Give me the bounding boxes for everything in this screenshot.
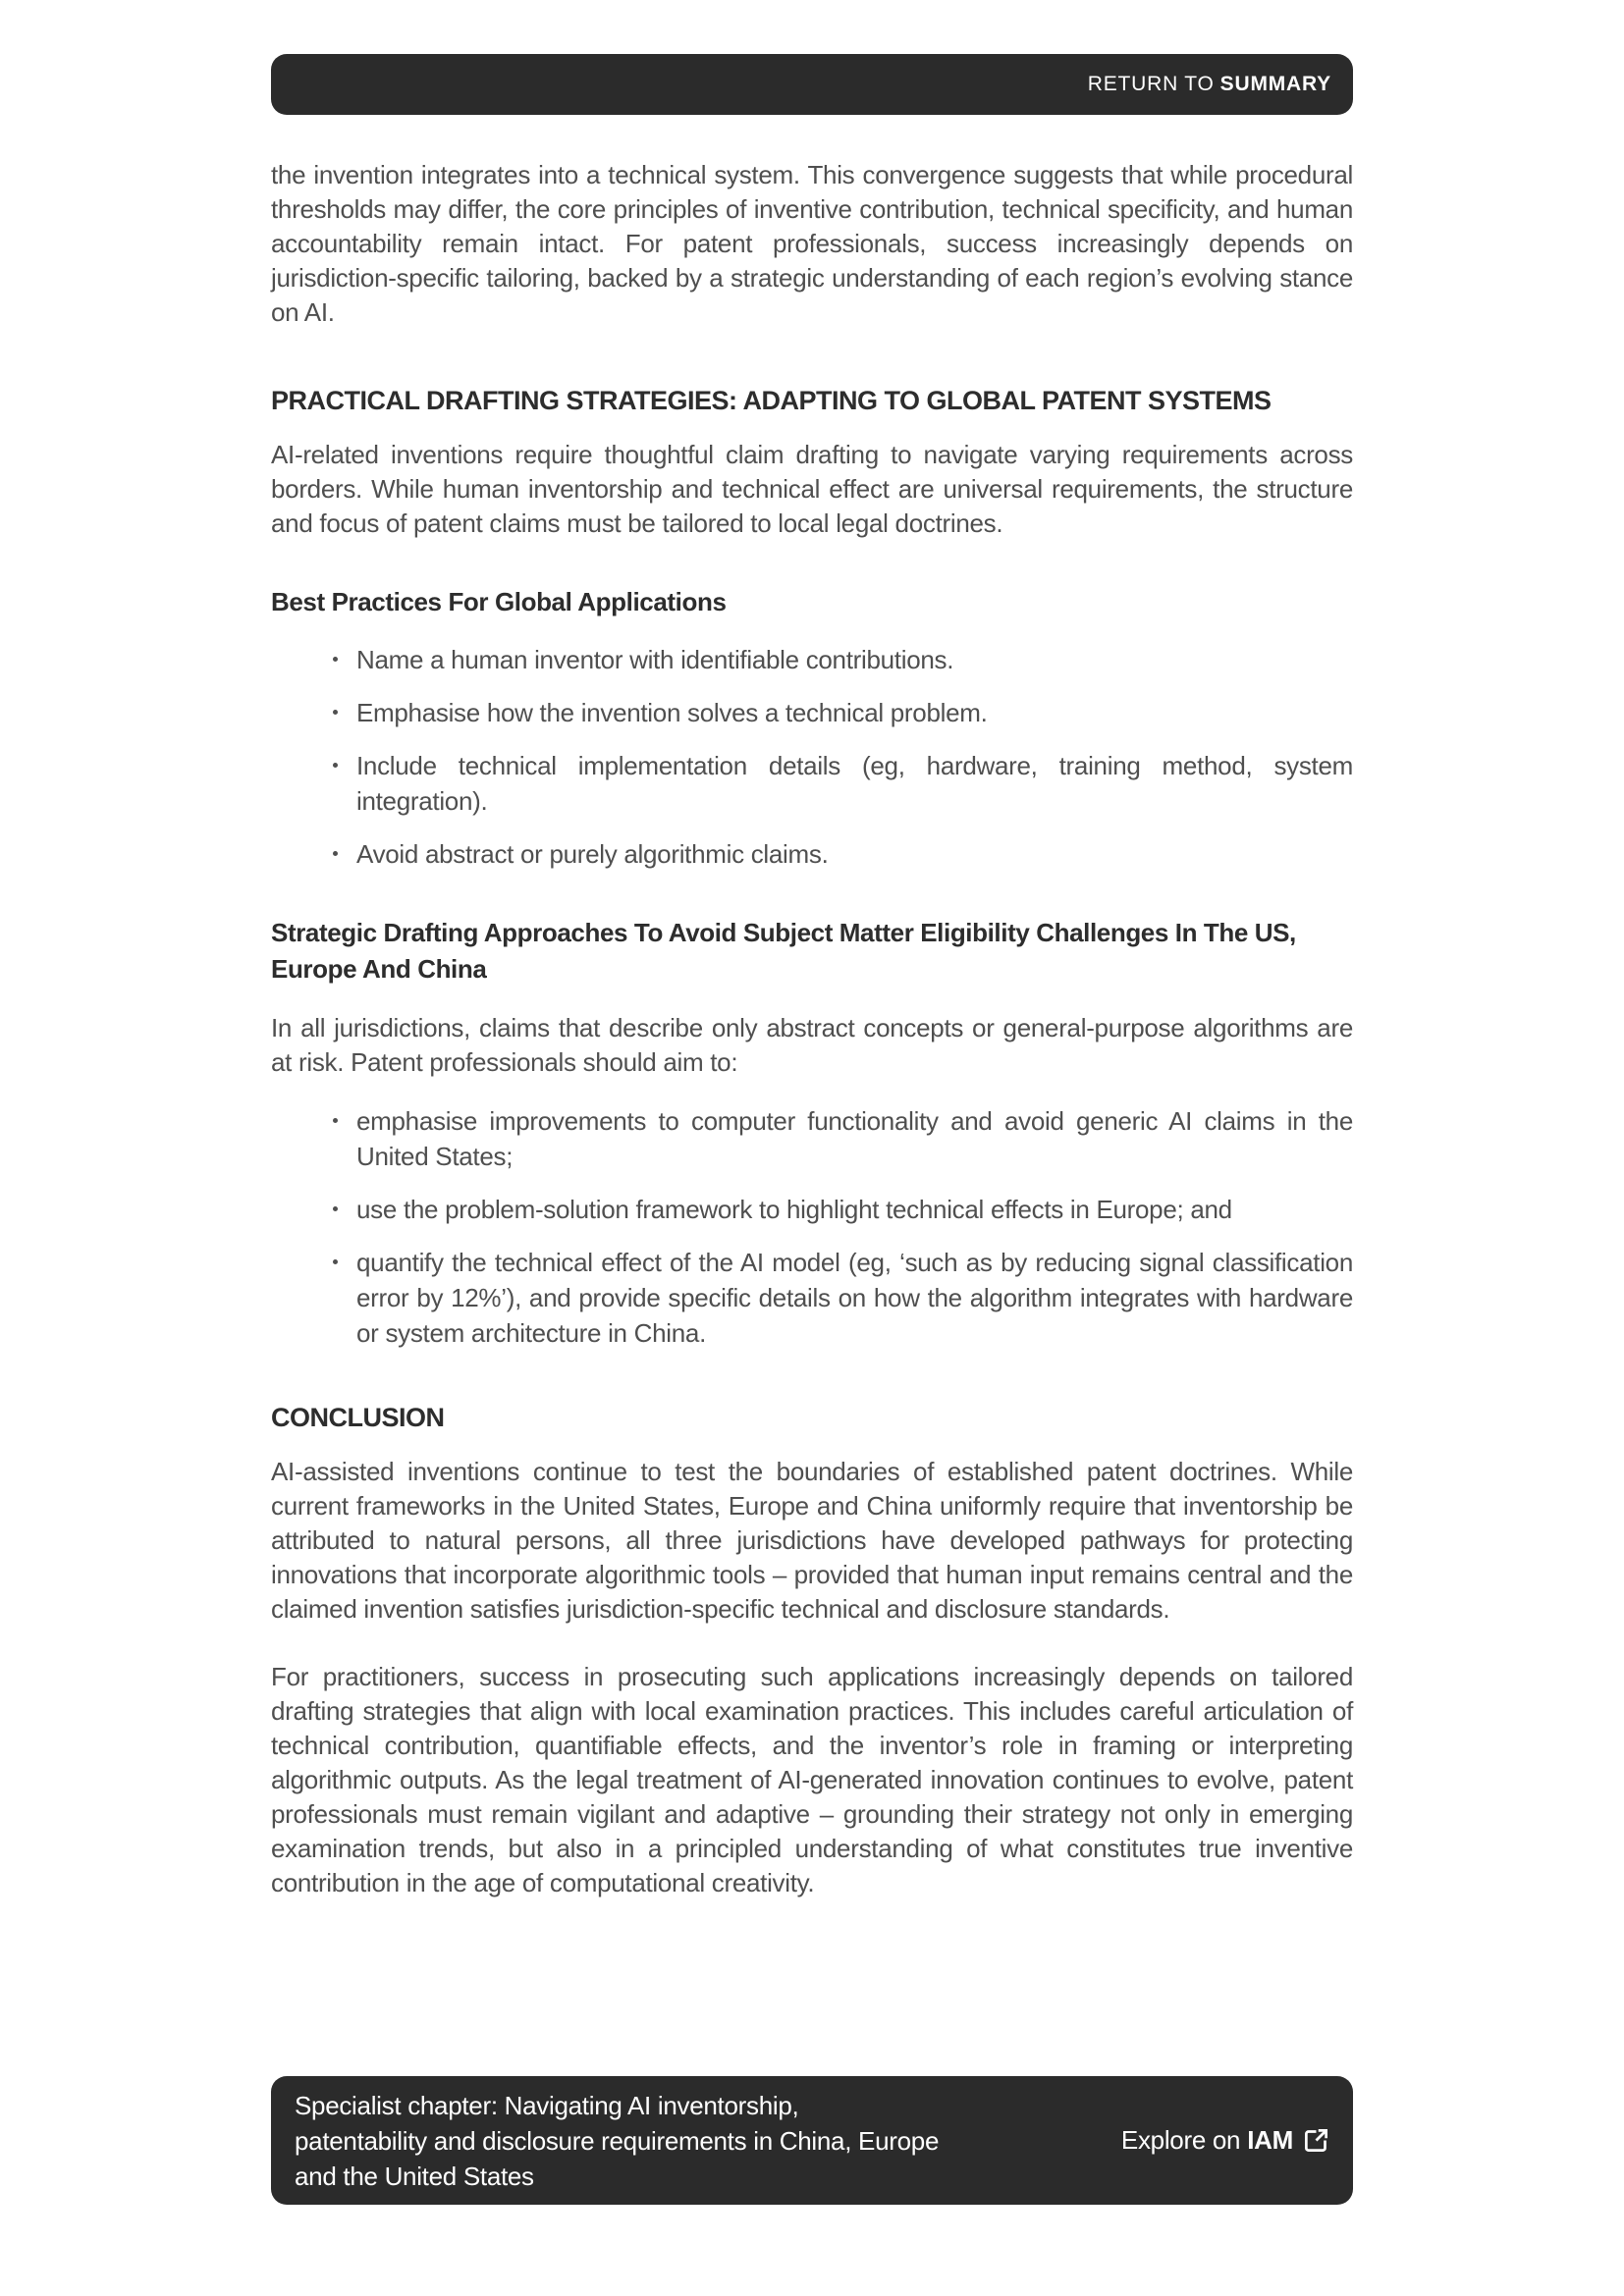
footer-chapter-title — [295, 2088, 939, 2194]
footer-title-line: patentability and disclosure requirements in China, Europe — [295, 2125, 940, 2156]
heading-best-practices: Best Practices For Global Applications — [271, 587, 727, 616]
heading-strategic-drafting: Strategic Drafting Approaches To Avoid Subject Matter Eligibility Challenges In The US, Europe And China — [271, 918, 1296, 984]
article-content — [271, 158, 1353, 1900]
iam-label: IAM — [1247, 2125, 1293, 2155]
conclusion-paragraph-2: For practitioners, success in prosecuting such applications increasingly depends on tailored drafting strategies that align with local examination practices. This includes careful articulation of technical contribution, quantifiable effects, and the inventor’s role in framing or interpreting algorithmic outputs. As the legal treatment of AI-generated innovation continues to evolve, patent professionals must remain vigilant and adaptive – grounding their strategy not only in emerging examination trends, but also in a principled understanding of what constitutes true inventive contribution in the age of computational creativity. — [271, 1662, 1353, 1897]
list-item: Emphasise how the invention solves a technical problem. — [356, 695, 1353, 730]
footer-title-line: and the United States — [295, 2161, 534, 2191]
return-to-label: RETURN TO — [1087, 73, 1215, 95]
intro-paragraph: the invention integrates into a technical system. This convergence suggests that while procedural thresholds may differ, the core principles of inventive contribution, technical specificity, and human accountability remain intact. For patent professionals, success increasingly depends on jurisdiction-specific tailoring, backed by a strategic understanding of each region’s evolving stance on AI. — [271, 160, 1353, 327]
footer-title-line: Specialist chapter: Navigating AI inventorship, — [295, 2090, 799, 2120]
heading-conclusion: CONCLUSION — [271, 1403, 445, 1432]
list-item: quantify the technical effect of the AI model (eg, ‘such as by reducing signal classification error by 12%’), and provide specific details on how the algorithm integrates with hardware or system architecture in China. — [356, 1245, 1353, 1351]
list-item: use the problem-solution framework to highlight technical effects in Europe; and — [356, 1192, 1353, 1227]
explore-on-iam-link[interactable] — [1121, 2125, 1329, 2156]
return-to-summary-button[interactable] — [271, 54, 1353, 115]
list-item: emphasise improvements to computer functionality and avoid generic AI claims in the United States; — [356, 1103, 1353, 1174]
strategic-paragraph: In all jurisdictions, claims that describe only abstract concepts or general-purpose algorithms are at risk. Patent professionals should aim to: — [271, 1013, 1353, 1077]
list-item: Avoid abstract or purely algorithmic claims. — [356, 836, 1353, 872]
explore-on-label: Explore on — [1120, 2125, 1241, 2155]
conclusion-paragraph-1: AI-assisted inventions continue to test the boundaries of established patent doctrines. While current frameworks in the United States, Europe and China uniformly require that inventorship be attributed to natural persons, all three jurisdictions have developed pathways for protecting innovations that incorporate algorithmic tools – provided that human input remains central and the claimed invention satisfies jurisdiction-specific technical and disclosure standards. — [271, 1457, 1353, 1624]
external-link-icon — [1303, 2127, 1329, 2154]
heading-practical-drafting: PRACTICAL DRAFTING STRATEGIES: ADAPTING TO GLOBAL PATENT SYSTEMS — [271, 386, 1272, 415]
list-item: Name a human inventor with identifiable contributions. — [356, 642, 1353, 677]
list-item: Include technical implementation details (eg, hardware, training method, system integration). — [356, 748, 1353, 819]
best-practices-list — [271, 642, 1353, 872]
footer-bar — [271, 2076, 1353, 2205]
strategic-approaches-list — [271, 1103, 1353, 1351]
practical-paragraph: AI-related inventions require thoughtful claim drafting to navigate varying requirements across borders. While human inventorship and technical effect are universal requirements, the structure and focus of patent claims must be tailored to local legal doctrines. — [271, 440, 1353, 538]
summary-label: SUMMARY — [1219, 73, 1331, 95]
